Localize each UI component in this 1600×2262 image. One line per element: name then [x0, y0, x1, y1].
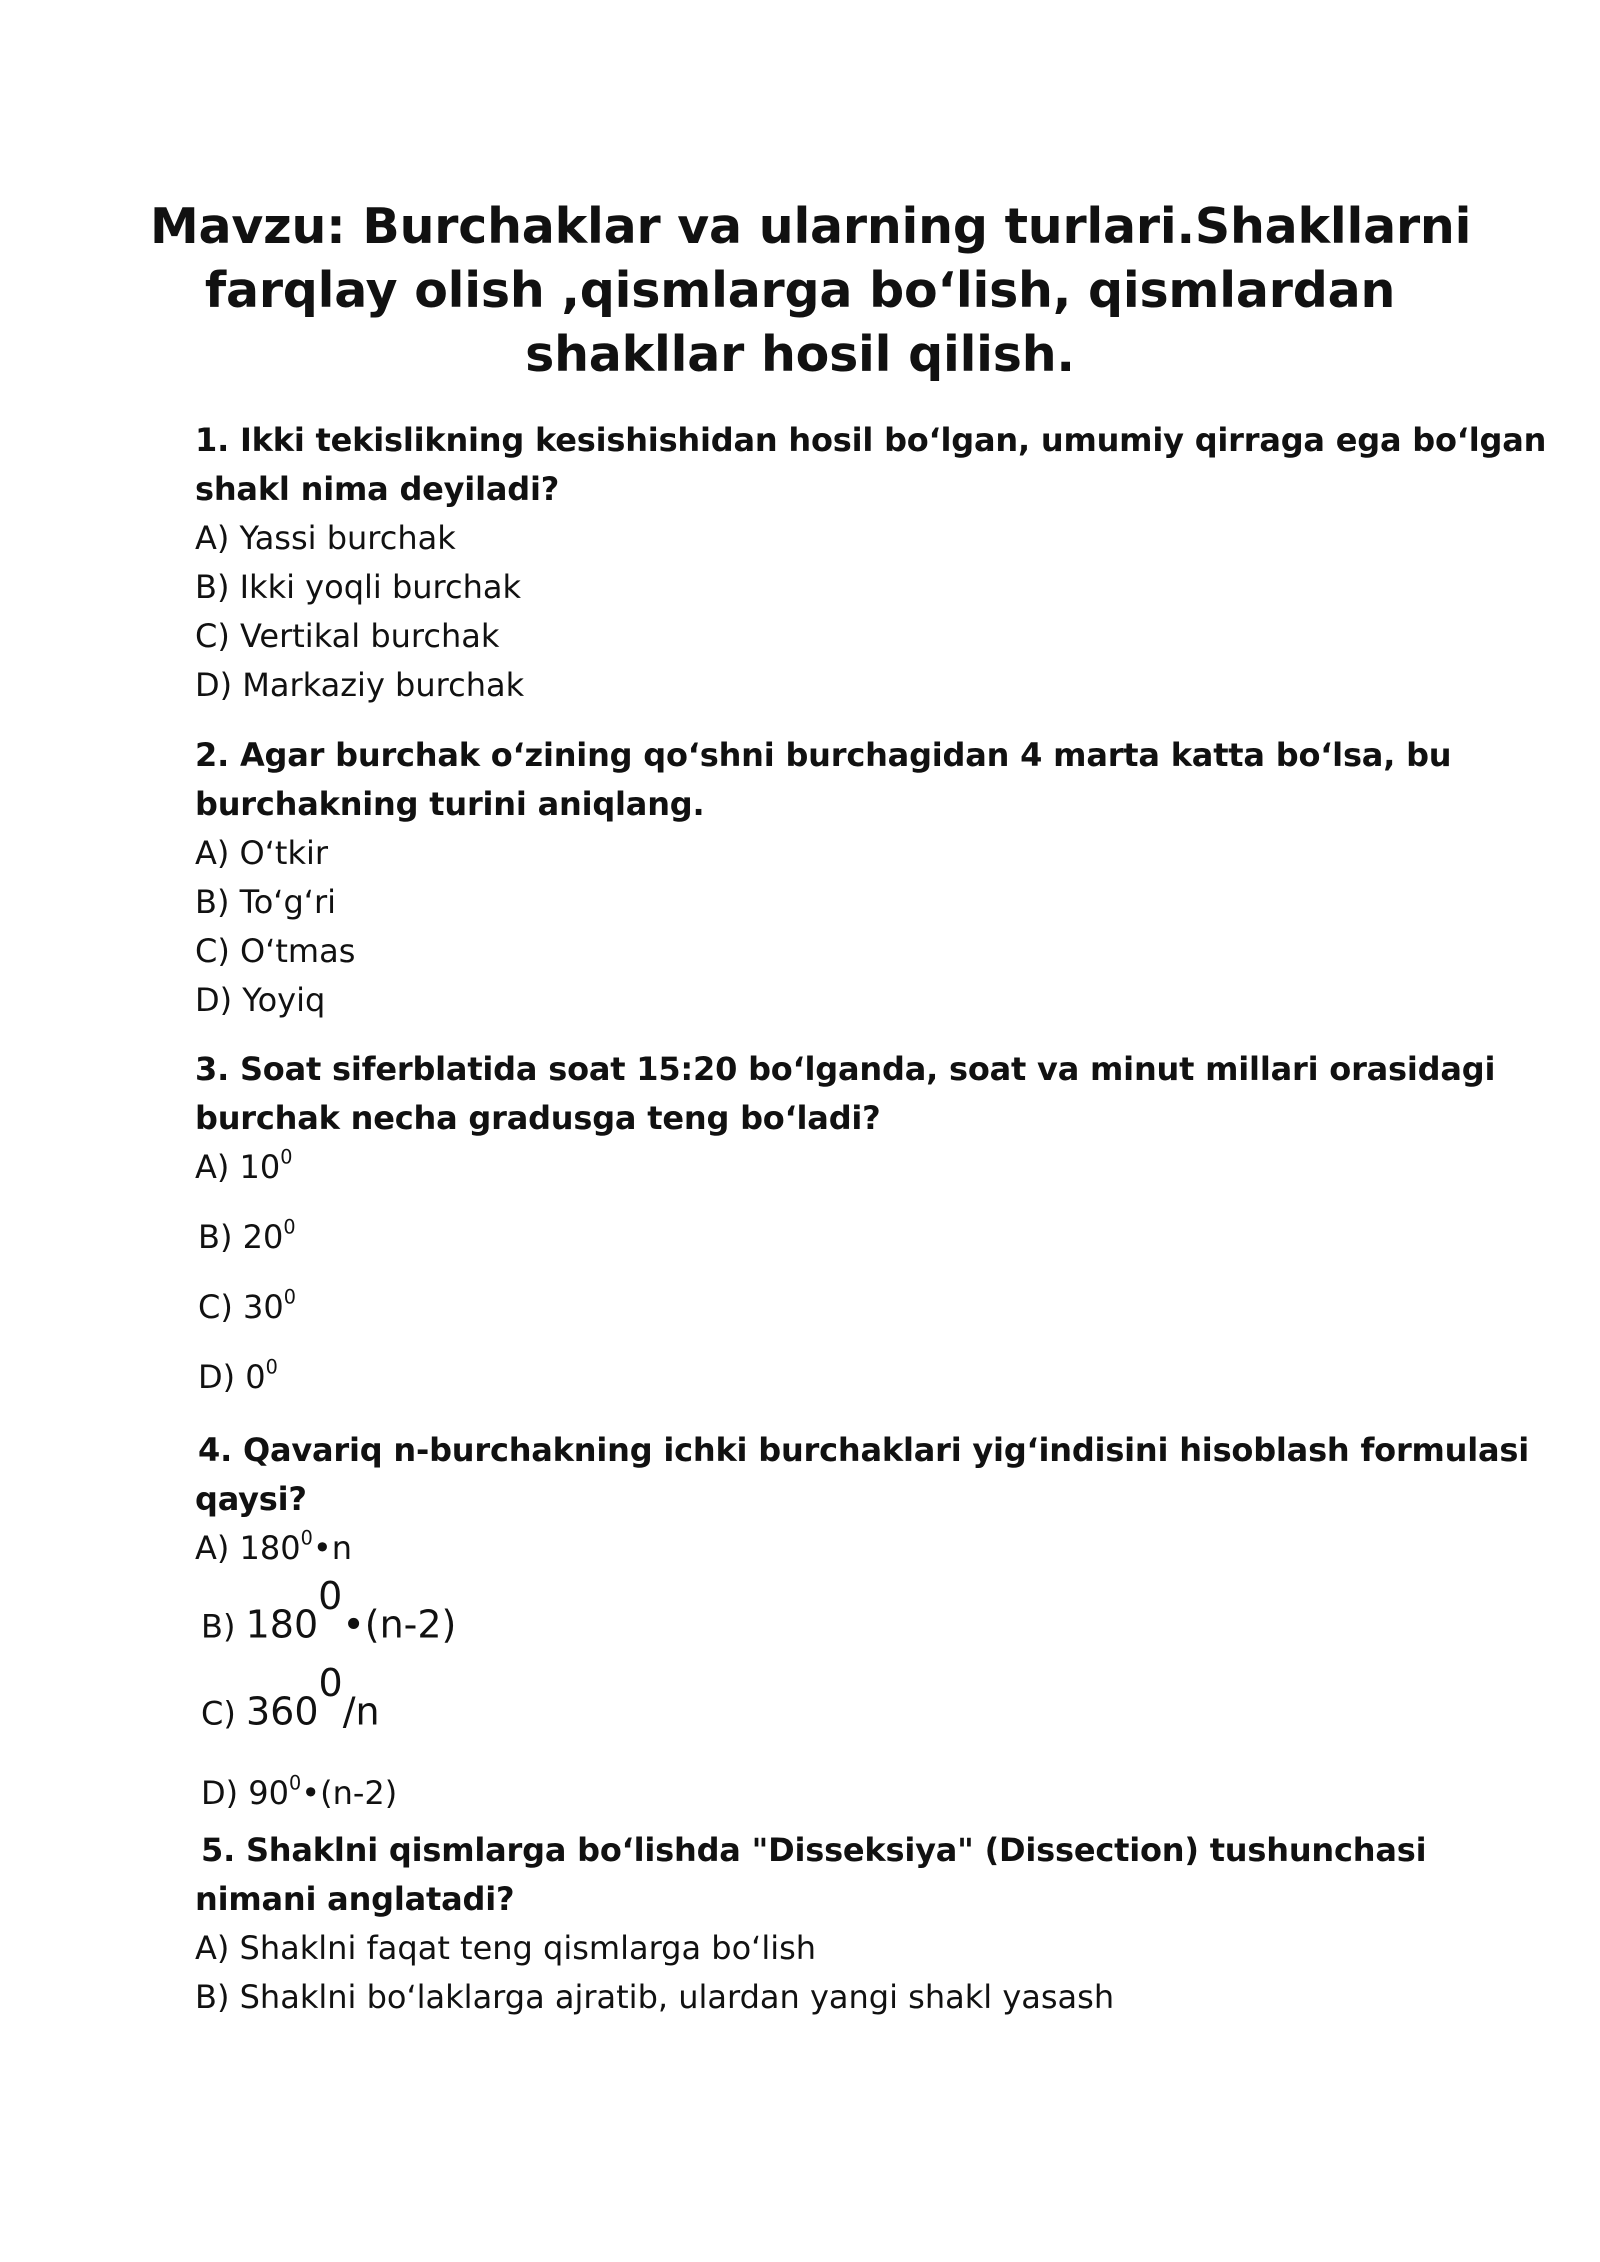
question-4-text-line-2: qaysi?: [195, 1480, 307, 1518]
question-5-text-line-2: nimani anglatadi?: [195, 1880, 515, 1918]
question-5: [195, 1826, 1435, 2022]
question-4-option-b: B) $180^0•(n-2)$: [201, 1574, 457, 1647]
question-4-option-c: C) $360^0/n$: [201, 1660, 380, 1733]
question-4-option-d: D) $90^0•(n-2)$: [201, 1771, 398, 1812]
title-line-1: Mavzu: Burchaklar va ularning turlari.Shakllarni: [150, 198, 1472, 255]
title-line-3: shakllar hosil qilish.: [525, 326, 1075, 383]
question-5-text-line-1: 5. Shaklni qismlarga bo‘lishda "Disseksiya" (Dissection) tushunchasi: [201, 1831, 1427, 1869]
question-1: [195, 416, 1547, 710]
question-3-option-a: A) $10^0$: [195, 1145, 293, 1186]
question-4: [195, 1426, 1530, 1818]
question-2-text-line-2: burchakning turini aniqlang.: [195, 785, 705, 823]
question-2: [195, 731, 1452, 1025]
question-4-option-a: A) $180^0•n$: [195, 1526, 352, 1567]
question-2-option-d: D) Yoyiq: [195, 981, 326, 1019]
question-1-option-a: A) Yassi burchak: [195, 519, 456, 557]
question-2-option-a: A) O‘tkir: [195, 834, 329, 872]
question-2-option-b: B) To‘g‘ri: [195, 883, 336, 921]
question-1-option-d: D) Markaziy burchak: [195, 666, 525, 704]
question-5-option-b: B) Shaklni bo‘laklarga ajratib, ulardan yangi shakl yasash: [195, 1978, 1115, 2016]
question-1-option-b: B) Ikki yoqli burchak: [195, 568, 522, 606]
question-3-option-b: B) $20^0$: [198, 1215, 296, 1256]
question-3-text-line-2: burchak necha gradusga teng bo‘ladi?: [195, 1099, 881, 1137]
question-3: [195, 1045, 1496, 1402]
page-title: [150, 195, 1472, 387]
question-1-text-line-1: 1. Ikki tekislikning kesishishidan hosil bo‘lgan, umumiy qirraga ega bo‘lgan: [195, 421, 1547, 459]
question-4-text-line-1: 4. Qavariq n-burchakning ichki burchaklari yig‘indisini hisoblash formulasi: [198, 1431, 1530, 1469]
question-2-option-c: C) O‘tmas: [195, 932, 356, 970]
question-5-option-a: A) Shaklni faqat teng qismlarga bo‘lish: [195, 1929, 817, 1967]
question-1-option-c: C) Vertikal burchak: [195, 617, 500, 655]
question-3-option-d: D) $0^0$: [198, 1355, 278, 1396]
question-3-option-c: C) $30^0$: [198, 1285, 296, 1326]
question-1-text-line-2: shakl nima deyiladi?: [195, 470, 560, 508]
question-3-text-line-1: 3. Soat siferblatida soat 15:20 bo‘lganda, soat va minut millari orasidagi: [195, 1050, 1496, 1088]
title-line-2: farqlay olish ,qismlarga bo‘lish, qismlardan: [204, 262, 1396, 319]
question-2-text-line-1: 2. Agar burchak o‘zining qo‘shni burchagidan 4 marta katta bo‘lsa, bu: [195, 736, 1452, 774]
